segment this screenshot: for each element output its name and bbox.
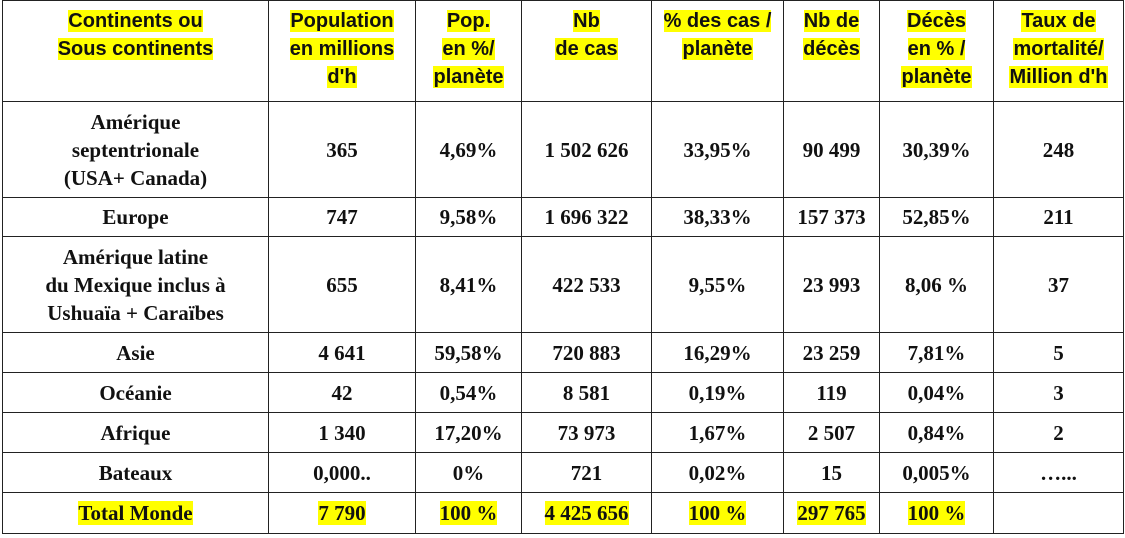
cases-cell: 422 533 [522,237,652,333]
cases-percent-cell: 38,33% [652,198,784,237]
header-population [269,1,416,102]
table-row [3,237,1124,333]
cases-percent-cell: 16,29% [652,333,784,373]
total-pop-percent-value: 100 % [439,501,498,525]
pop-percent-cell: 0,54% [416,373,522,413]
header-cases [522,1,652,102]
table-row [3,413,1124,453]
total-deaths-cell [784,493,880,534]
deaths-cell: 23 259 [784,333,880,373]
row-label: Océanie [3,373,269,413]
pop-percent-cell: 4,69% [416,102,522,198]
cases-percent-cell: 9,55% [652,237,784,333]
header-cases-label: Nb de cas [555,10,618,60]
cases-cell: 1 502 626 [522,102,652,198]
cases-percent-cell: 1,67% [652,413,784,453]
total-deaths-percent-cell [880,493,994,534]
cases-percent-cell: 0,19% [652,373,784,413]
population-cell: 42 [269,373,416,413]
row-label: Europe [3,198,269,237]
total-label-text: Total Monde [78,501,193,525]
cases-cell: 8 581 [522,373,652,413]
pop-percent-cell: 0% [416,453,522,493]
row-label: Amérique septentrionale (USA+ Canada) [3,102,269,198]
total-pop-percent-cell [416,493,522,534]
mortality-rate-cell: 2 [994,413,1124,453]
table-row [3,102,1124,198]
total-population-cell [269,493,416,534]
total-label [3,493,269,534]
population-cell: 655 [269,237,416,333]
deaths-percent-cell: 0,04% [880,373,994,413]
population-cell: 4 641 [269,333,416,373]
header-deaths-percent-label: Décès en % / planète [901,10,972,88]
cases-cell: 720 883 [522,333,652,373]
pop-percent-cell: 59,58% [416,333,522,373]
cases-cell: 73 973 [522,413,652,453]
header-deaths [784,1,880,102]
total-row [3,493,1124,534]
header-pop-percent [416,1,522,102]
pop-percent-cell: 17,20% [416,413,522,453]
total-cases-percent-value: 100 % [688,501,747,525]
cases-cell: 1 696 322 [522,198,652,237]
deaths-cell: 157 373 [784,198,880,237]
pop-percent-cell: 8,41% [416,237,522,333]
row-label: Amérique latine du Mexique inclus à Ushuaïa + Caraïbes [3,237,269,333]
mortality-rate-cell: 37 [994,237,1124,333]
deaths-percent-cell: 0,84% [880,413,994,453]
header-pop-percent-label: Pop. en %/ planète [433,10,504,88]
table-row [3,198,1124,237]
total-deaths-percent-value: 100 % [907,501,966,525]
deaths-cell: 15 [784,453,880,493]
total-cases-value: 4 425 656 [544,501,629,525]
row-label: Afrique [3,413,269,453]
deaths-percent-cell: 8,06 % [880,237,994,333]
population-cell: 365 [269,102,416,198]
table-row [3,453,1124,493]
mortality-rate-cell: 3 [994,373,1124,413]
header-deaths-percent [880,1,994,102]
total-cases-cell [522,493,652,534]
population-cell: 1 340 [269,413,416,453]
mortality-rate-cell: 211 [994,198,1124,237]
header-continent-label: Continents ou Sous continents [57,10,214,60]
table-row [3,373,1124,413]
header-mortality-rate [994,1,1124,102]
cases-percent-cell: 33,95% [652,102,784,198]
pop-percent-cell: 9,58% [416,198,522,237]
table-row [3,333,1124,373]
header-continent [3,1,269,102]
header-population-label: Population en millions d'h [289,10,395,88]
header-cases-percent-label: % des cas / planète [663,10,772,60]
deaths-percent-cell: 52,85% [880,198,994,237]
mortality-rate-cell: …... [994,453,1124,493]
header-cases-percent [652,1,784,102]
population-cell: 747 [269,198,416,237]
row-label: Asie [3,333,269,373]
mortality-rate-cell: 248 [994,102,1124,198]
cases-cell: 721 [522,453,652,493]
population-cell: 0,000.. [269,453,416,493]
cases-percent-cell: 0,02% [652,453,784,493]
total-cases-percent-cell [652,493,784,534]
header-deaths-label: Nb de décès [803,10,860,60]
header-mortality-rate-label: Taux de mortalité/ Million d'h [1009,10,1108,88]
deaths-percent-cell: 0,005% [880,453,994,493]
total-mortality-rate-cell [994,493,1124,534]
deaths-percent-cell: 30,39% [880,102,994,198]
row-label: Bateaux [3,453,269,493]
mortality-rate-cell: 5 [994,333,1124,373]
total-population-value: 7 790 [318,501,366,525]
total-deaths-value: 297 765 [797,501,866,525]
deaths-percent-cell: 7,81% [880,333,994,373]
deaths-cell: 119 [784,373,880,413]
header-row [3,1,1124,102]
deaths-cell: 2 507 [784,413,880,453]
deaths-cell: 23 993 [784,237,880,333]
covid-stats-table [2,0,1124,534]
deaths-cell: 90 499 [784,102,880,198]
